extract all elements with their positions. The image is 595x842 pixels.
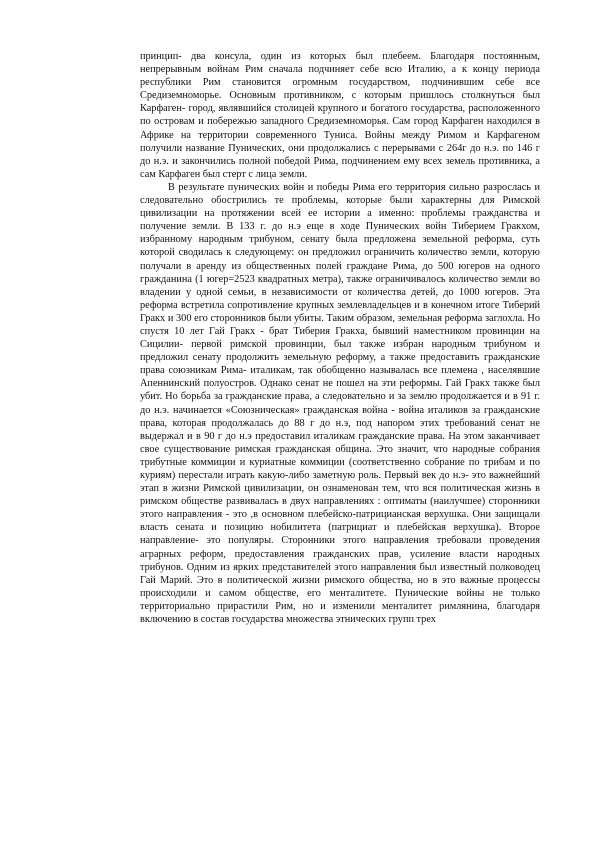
document-page — [140, 50, 540, 626]
paragraph-2: В результате пунических войн и победы Рима его территория сильно разрослась и следовательно обострились те проблемы, которые были характерны для Римской цивилизации на протяжении всей ее истории а именно: проблемы гражданства и получение земли. В 133 г. до н.э еще в ходе Пунических войн Тиберием Гракхом, избранному народным трибуном, сенату была предложена земельной реформа, суть которой сводилась к следующему: он предложил ограничить количество земли, которую получали в аренду из общественных полей граждане Рима, до 500 югеров на одного гражданина (1 югер=2523 квадратных метра), также ограничивалось количество земли во владении у одной семьи, в независимости от количества детей, до 1000 югеров. Эта реформа встретила сопротивление крупных землевладельцев и в конечном итоге Тиберий Гракх и 300 его сторонников были убиты. Таким образом, земельная реформа заглохла. Но спустя 10 лет Гай Гракх - брат Тиберия Гракха, бывший наместником провинции на Сицилии- первой римской провинции, был также избран народным трибуном и предложил сенату продолжить земельную реформу, а также предоставить гражданские права союзникам Рима- италикам, так обобщенно называлась все племена , населявшие Апеннинский полуостров. Однако сенат не пошел на эти реформы. Гай Гракх также был убит. Но борьба за гражданские права, а следовательно и за землю продолжается и в 91 г. до н.э. начинается «Союзническая» гражданская война - война италиков за гражданские права, которая продолжалась до 88 г до н.э, под напором этих требований сенат не выдержал и в 90 г до н.э предоставил италикам гражданские права. На этом заканчивает свое существование римская гражданская община. Это значит, что народные собрания трибутные коммиции и куриатные коммиции (соответственно собрание по трибам и по куриям) перестали играть какую-либо заметную роль. Первый век до н.э- это важнейший этап в жизни Римской цивилизации, он ознаменован тем, что вся политическая жизнь в римском обществе развивалась в двух направлениях : оптиматы (наилучшее) сторонники этого направления - это ,в основном плебейско-патрицианская верхушка. Они защищали власть сената и позицию нобилитета (патрициат и плебейская верхушка). Второе направление- это популяры. Сторонники этого направления требовали проведения аграрных реформ, предоставления гражданских прав, усиление власти народных трибунов. Одним из ярких представителей этого направления был известный полководец Гай Марий. Это в политической жизни римского общества, но в это важные процессы происходили и самом обществе, его менталитете. Пунические войны не только территориально прирастили Рим, но и изменили менталитет римлянина, благодаря включению в состав государства множества этнических групп трех — [140, 181, 540, 626]
paragraph-1: принцип- два консула, один из которых был плебеем. Благодаря постоянным, непрерывным войнам Рим сначала подчиняет себе всю Италию, а к концу периода республики Рим становится огромным государством, подчинившим себе все Средиземноморье. Основным противником, с которым пришлось столкнуться был Карфаген- город, являвшийся столицей крупного и богатого государства, расположенного по островам и побережью западного Средиземноморья. Сам город Карфаген находился в Африке на территории современного Туниса. Войны между Римом и Карфагеном получили название Пунических, они продолжались с перерывами с 264г до н.э. по 146 г до н.э. и закончились полной победой Рима, подчинением ему всех земель противника, а сам Карфаген был стерт с лица земли. — [140, 51, 540, 180]
